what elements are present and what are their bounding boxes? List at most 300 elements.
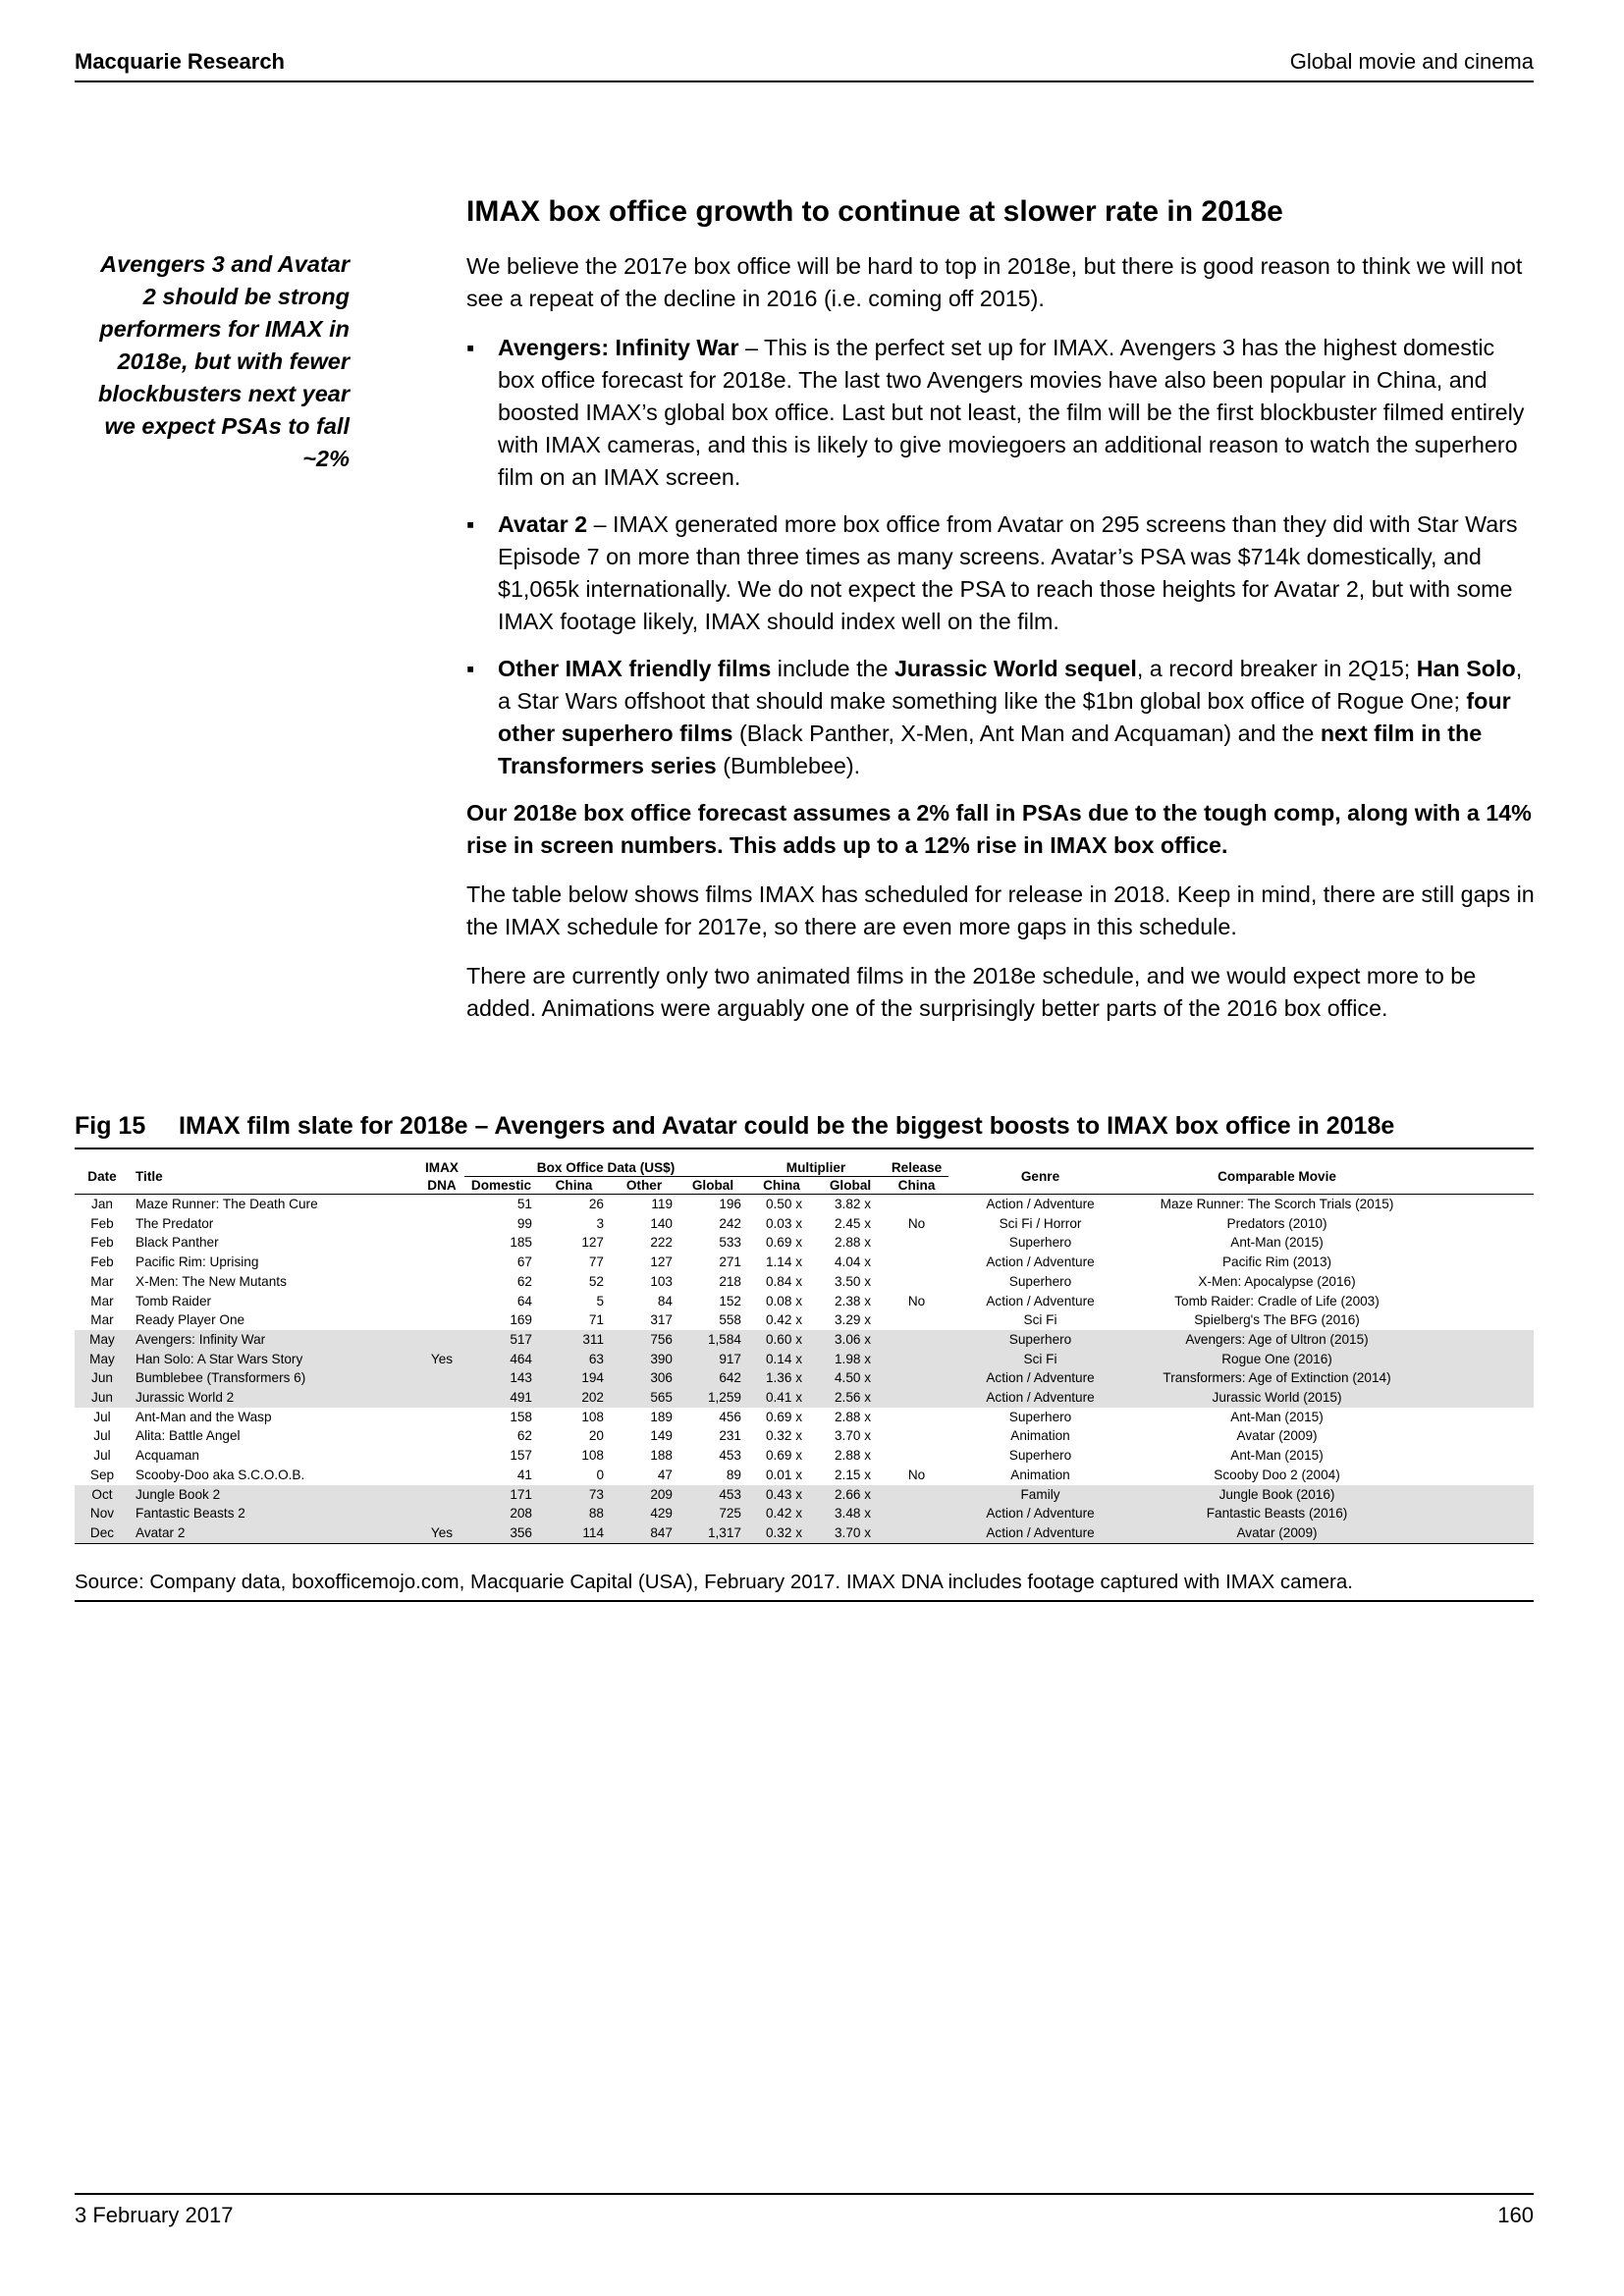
cell-comparable-movie: Scooby Doo 2 (2004) bbox=[1214, 1467, 1340, 1482]
cell-date: Jul bbox=[93, 1409, 111, 1424]
cell-date: Sep bbox=[89, 1467, 115, 1482]
bullet-other-t1: include the bbox=[771, 656, 894, 681]
row-spacer bbox=[1422, 1388, 1534, 1408]
bullet-icon: ▪ bbox=[466, 335, 475, 360]
cell-release-china bbox=[885, 1310, 948, 1330]
cell-multiplier-global: 3.29 x bbox=[834, 1312, 872, 1328]
cell-multiplier-china: 0.01 x bbox=[765, 1467, 802, 1482]
header-global: Global bbox=[678, 1177, 747, 1195]
cell-genre: Animation bbox=[1010, 1428, 1070, 1444]
cell-multiplier-global: 2.45 x bbox=[834, 1215, 872, 1231]
table-row bbox=[75, 1368, 1534, 1388]
cell-multiplier-global: 2.66 x bbox=[816, 1485, 885, 1505]
header-genre: Genre bbox=[948, 1159, 1132, 1195]
cell-comparable-movie: Tomb Raider: Cradle of Life (2003) bbox=[1174, 1293, 1380, 1308]
cell-global: 218 bbox=[719, 1273, 741, 1289]
cell-comparable-movie: Avengers: Age of Ultron (2015) bbox=[1132, 1330, 1422, 1350]
cell-imax-dna bbox=[419, 1408, 464, 1427]
cell-date: Mar bbox=[90, 1293, 114, 1308]
cell-genre: Action / Adventure bbox=[948, 1523, 1132, 1543]
cell-domestic: 62 bbox=[516, 1273, 532, 1289]
bullet-other-t4: (Black Panther, X-Men, Ant Man and Acquaman) and the bbox=[732, 721, 1321, 746]
cell-comparable-movie: Spielberg's The BFG (2016) bbox=[1194, 1312, 1360, 1328]
footer-date: 3 February 2017 bbox=[75, 2203, 234, 2227]
bullet-avatar-title: Avatar 2 bbox=[498, 511, 588, 537]
table-row bbox=[75, 1408, 1534, 1427]
cell-multiplier-china: 0.42 x bbox=[765, 1312, 802, 1328]
cell-title: Tomb Raider bbox=[135, 1293, 212, 1308]
cell-global: 917 bbox=[678, 1350, 747, 1369]
cell-genre: Superhero bbox=[948, 1330, 1132, 1350]
table-row bbox=[75, 1446, 1534, 1466]
cell-global: 1,584 bbox=[678, 1330, 747, 1350]
cell-multiplier-global: 2.38 x bbox=[834, 1293, 872, 1308]
cell-domestic: 185 bbox=[510, 1235, 532, 1251]
cell-multiplier-global: 3.82 x bbox=[834, 1197, 872, 1211]
cell-imax-dna bbox=[419, 1292, 464, 1311]
cell-comparable-movie: Ant-Man (2015) bbox=[1230, 1409, 1324, 1424]
cell-china: 73 bbox=[538, 1485, 610, 1505]
cell-comparable-movie: Ant-Man (2015) bbox=[1230, 1235, 1324, 1251]
cell-genre: Animation bbox=[1010, 1467, 1070, 1482]
cell-other: 103 bbox=[650, 1273, 673, 1289]
cell-global: 1,317 bbox=[678, 1523, 747, 1543]
cell-release-china bbox=[885, 1485, 948, 1505]
cell-date: Jun bbox=[75, 1388, 130, 1408]
cell-comparable-movie: Fantastic Beasts (2016) bbox=[1132, 1504, 1422, 1523]
cell-other: 429 bbox=[610, 1504, 678, 1523]
cell-title: Jungle Book 2 bbox=[130, 1485, 419, 1505]
cell-global: 456 bbox=[719, 1409, 741, 1424]
cell-multiplier-china: 0.43 x bbox=[747, 1485, 816, 1505]
cell-imax-dna bbox=[419, 1368, 464, 1388]
cell-imax-dna bbox=[419, 1504, 464, 1523]
cell-imax-dna bbox=[419, 1426, 464, 1446]
cell-domestic: 464 bbox=[464, 1350, 538, 1369]
cell-release-china bbox=[885, 1233, 948, 1253]
cell-genre: Superhero bbox=[1008, 1273, 1072, 1289]
row-spacer bbox=[1422, 1350, 1534, 1369]
cell-genre: Superhero bbox=[1008, 1409, 1072, 1424]
cell-imax-dna bbox=[419, 1446, 464, 1466]
cell-release-china bbox=[885, 1330, 948, 1350]
cell-genre: Sci Fi bbox=[948, 1350, 1132, 1369]
cell-genre: Superhero bbox=[1008, 1235, 1072, 1251]
cell-genre: Sci Fi bbox=[1023, 1312, 1057, 1328]
cell-domestic: 356 bbox=[464, 1523, 538, 1543]
cell-domestic: 62 bbox=[516, 1428, 532, 1444]
cell-release-china bbox=[885, 1388, 948, 1408]
cell-domestic: 157 bbox=[510, 1448, 532, 1464]
cell-release-china bbox=[885, 1368, 948, 1388]
cell-title: Ready Player One bbox=[135, 1312, 245, 1328]
cell-other: 140 bbox=[650, 1215, 673, 1231]
cell-china: 108 bbox=[581, 1448, 604, 1464]
cell-date: Oct bbox=[75, 1485, 130, 1505]
cell-global: 1,259 bbox=[678, 1388, 747, 1408]
cell-genre: Superhero bbox=[1008, 1448, 1072, 1464]
cell-other: 390 bbox=[610, 1350, 678, 1369]
cell-multiplier-global: 2.88 x bbox=[834, 1409, 872, 1424]
row-spacer bbox=[1422, 1504, 1534, 1523]
cell-date: Jul bbox=[93, 1428, 111, 1444]
cell-multiplier-china: 0.41 x bbox=[747, 1388, 816, 1408]
bullet-other-b2: Jurassic World sequel bbox=[893, 656, 1137, 681]
cell-domestic: 171 bbox=[464, 1485, 538, 1505]
cell-comparable-movie: Avatar (2009) bbox=[1236, 1428, 1318, 1444]
cell-china: 0 bbox=[596, 1467, 604, 1482]
table-row bbox=[75, 1330, 1534, 1350]
animated-paragraph: There are currently only two animated films in the 2018e schedule, and we would expect more to be added. Animations were arguably one of the surprisingly better parts of the 2016 box office. bbox=[466, 963, 1477, 1021]
cell-china: 52 bbox=[588, 1273, 604, 1289]
row-spacer bbox=[1422, 1292, 1534, 1311]
cell-domestic: 99 bbox=[516, 1215, 532, 1231]
film-slate-table bbox=[75, 1159, 1534, 1544]
table-row bbox=[75, 1292, 1534, 1311]
cell-multiplier-global: 1.98 x bbox=[816, 1350, 885, 1369]
row-spacer bbox=[1422, 1272, 1534, 1292]
cell-date: Mar bbox=[90, 1273, 114, 1289]
section-heading: IMAX box office growth to continue at slower rate in 2018e bbox=[466, 195, 1283, 228]
cell-date: Feb bbox=[90, 1235, 114, 1251]
cell-global: 453 bbox=[678, 1485, 747, 1505]
cell-release-china: No bbox=[907, 1467, 926, 1482]
cell-multiplier-global: 2.56 x bbox=[816, 1388, 885, 1408]
bullet-avengers-title: Avengers: Infinity War bbox=[498, 335, 739, 360]
cell-china: 114 bbox=[538, 1523, 610, 1543]
cell-domestic: 143 bbox=[464, 1368, 538, 1388]
cell-global: 725 bbox=[678, 1504, 747, 1523]
figure-title bbox=[75, 1110, 1534, 1149]
cell-domestic: 491 bbox=[464, 1388, 538, 1408]
cell-multiplier-global: 3.06 x bbox=[816, 1330, 885, 1350]
cell-genre: Family bbox=[948, 1485, 1132, 1505]
cell-release-china: No bbox=[907, 1215, 926, 1231]
table-intro-paragraph: The table below shows films IMAX has scheduled for release in 2018. Keep in mind, there are still gaps in the IMAX schedule for 2017e, so there are even more gaps in this schedule. bbox=[466, 881, 1535, 939]
cell-other: 84 bbox=[657, 1293, 673, 1308]
table-row bbox=[75, 1214, 1534, 1234]
cell-comparable-movie: Ant-Man (2015) bbox=[1230, 1448, 1324, 1464]
row-spacer bbox=[1422, 1368, 1534, 1388]
cell-comparable-movie: Jungle Book (2016) bbox=[1132, 1485, 1422, 1505]
bullet-avengers-text: – This is the perfect set up for IMAX. Avengers 3 has the highest domestic box office forecast for 2018e. The last two Avengers movies have also been popular in China, and boosted IMAX’s global box office. Last but not least, the film will be the first blockbuster filmed entirely with IMAX cameras, and this is likely to give moviegoers an additional reason to watch the superhero film on an IMAX screen. bbox=[498, 335, 1525, 490]
cell-multiplier-global: 2.88 x bbox=[834, 1235, 872, 1251]
cell-title: Jurassic World 2 bbox=[130, 1388, 419, 1408]
row-spacer bbox=[1422, 1233, 1534, 1253]
cell-multiplier-global: 3.70 x bbox=[816, 1523, 885, 1543]
intro-paragraph: We believe the 2017e box office will be hard to top in 2018e, but there is good reason to think we will not see a repeat of the decline in 2016 (i.e. coming off 2015). bbox=[466, 253, 1523, 311]
bullet-other-films bbox=[466, 653, 1537, 782]
table-row bbox=[75, 1310, 1534, 1330]
cell-other: 756 bbox=[610, 1330, 678, 1350]
bullet-other-b3: Han Solo bbox=[1416, 656, 1516, 681]
film-slate-table-wrapper bbox=[75, 1159, 1534, 1544]
cell-release-china bbox=[885, 1408, 948, 1427]
cell-title: Fantastic Beasts 2 bbox=[130, 1504, 419, 1523]
cell-imax-dna bbox=[419, 1214, 464, 1234]
row-spacer bbox=[1422, 1426, 1534, 1446]
table-row bbox=[75, 1426, 1534, 1446]
header-china: China bbox=[538, 1177, 610, 1195]
cell-multiplier-china: 0.69 x bbox=[765, 1448, 802, 1464]
cell-domestic: 158 bbox=[510, 1409, 532, 1424]
cell-imax-dna bbox=[419, 1388, 464, 1408]
header-title: Title bbox=[130, 1159, 419, 1195]
cell-other: 222 bbox=[650, 1235, 673, 1251]
cell-global: 89 bbox=[726, 1467, 741, 1482]
cell-title: Avatar 2 bbox=[130, 1523, 419, 1543]
cell-other: 149 bbox=[650, 1428, 673, 1444]
cell-imax-dna bbox=[419, 1466, 464, 1485]
row-spacer bbox=[1422, 1195, 1534, 1214]
cell-comparable-movie: Predators (2010) bbox=[1226, 1215, 1327, 1231]
cell-domestic: 208 bbox=[464, 1504, 538, 1523]
bullet-other-b1: Other IMAX friendly films bbox=[498, 656, 772, 681]
cell-genre: Sci Fi / Horror bbox=[999, 1215, 1082, 1231]
cell-title: Bumblebee (Transformers 6) bbox=[130, 1368, 419, 1388]
cell-title: Ant-Man and the Wasp bbox=[135, 1409, 272, 1424]
header-date: Date bbox=[75, 1159, 130, 1195]
cell-domestic: 67 bbox=[516, 1255, 532, 1270]
cell-imax-dna bbox=[419, 1485, 464, 1505]
cell-china: 20 bbox=[588, 1428, 604, 1444]
header-comparable: Comparable Movie bbox=[1132, 1159, 1422, 1195]
cell-date: Feb bbox=[90, 1255, 114, 1270]
cell-china: 71 bbox=[588, 1312, 604, 1328]
cell-multiplier-global: 3.70 x bbox=[834, 1428, 872, 1444]
cell-china: 194 bbox=[538, 1368, 610, 1388]
report-title: Global movie and cinema bbox=[1289, 49, 1534, 74]
bullet-icon: ▪ bbox=[466, 511, 475, 537]
cell-multiplier-global: 4.50 x bbox=[816, 1368, 885, 1388]
cell-multiplier-china: 0.69 x bbox=[765, 1409, 802, 1424]
cell-multiplier-china: 1.14 x bbox=[765, 1255, 802, 1270]
cell-multiplier-china: 0.03 x bbox=[765, 1215, 802, 1231]
cell-imax-dna bbox=[419, 1195, 464, 1214]
cell-release-china bbox=[885, 1195, 948, 1214]
bullet-icon: ▪ bbox=[466, 656, 475, 681]
cell-multiplier-china: 0.08 x bbox=[765, 1293, 802, 1308]
row-spacer bbox=[1422, 1466, 1534, 1485]
header-domestic: Domestic bbox=[464, 1177, 538, 1195]
cell-title: Acquaman bbox=[135, 1448, 199, 1464]
cell-comparable-movie: Jurassic World (2015) bbox=[1132, 1388, 1422, 1408]
cell-multiplier-china: 0.50 x bbox=[765, 1197, 802, 1211]
table-row bbox=[75, 1253, 1534, 1272]
cell-domestic: 64 bbox=[516, 1293, 532, 1308]
cell-title: Avengers: Infinity War bbox=[130, 1330, 419, 1350]
table-row bbox=[75, 1523, 1534, 1543]
cell-title: Alita: Battle Angel bbox=[135, 1428, 241, 1444]
table-row bbox=[75, 1504, 1534, 1523]
row-spacer bbox=[1422, 1253, 1534, 1272]
figure-number: Fig 15 bbox=[75, 1112, 146, 1140]
cell-title: Maze Runner: The Death Cure bbox=[135, 1197, 318, 1211]
cell-imax-dna: Yes bbox=[419, 1350, 464, 1369]
cell-china: 311 bbox=[538, 1330, 610, 1350]
cell-other: 306 bbox=[610, 1368, 678, 1388]
row-spacer bbox=[1422, 1330, 1534, 1350]
cell-global: 453 bbox=[719, 1448, 741, 1464]
cell-domestic: 51 bbox=[516, 1197, 532, 1211]
cell-date: Jul bbox=[93, 1448, 111, 1464]
cell-global: 533 bbox=[719, 1235, 741, 1251]
header-mult-china: China bbox=[747, 1177, 816, 1195]
cell-comparable-movie: Maze Runner: The Scorch Trials (2015) bbox=[1160, 1197, 1394, 1211]
table-row bbox=[75, 1272, 1534, 1292]
header-other: Other bbox=[610, 1177, 678, 1195]
cell-title: Scooby-Doo aka S.C.O.O.B. bbox=[135, 1467, 305, 1482]
cell-release-china bbox=[885, 1272, 948, 1292]
cell-multiplier-global: 2.88 x bbox=[834, 1448, 872, 1464]
cell-imax-dna bbox=[419, 1272, 464, 1292]
cell-title: Black Panther bbox=[135, 1235, 219, 1251]
cell-multiplier-global: 3.48 x bbox=[816, 1504, 885, 1523]
cell-global: 558 bbox=[719, 1312, 741, 1328]
cell-multiplier-global: 2.15 x bbox=[834, 1467, 872, 1482]
table-row bbox=[75, 1233, 1534, 1253]
figure-caption: IMAX film slate for 2018e – Avengers and Avatar could be the biggest boosts to IMAX box office in 2018e bbox=[179, 1112, 1395, 1140]
cell-imax-dna bbox=[419, 1330, 464, 1350]
bullet-avatar-text: – IMAX generated more box office from Avatar on 295 screens than they did with Star Wars Episode 7 on more than three times as many screens. Avatar’s PSA was $714k domestically, and $1,065k internationally. We do not expect the PSA to reach those heights for Avatar 2, but with some IMAX footage likely, IMAX should index well on the film. bbox=[498, 511, 1518, 634]
cell-release-china bbox=[885, 1426, 948, 1446]
cell-other: 847 bbox=[610, 1523, 678, 1543]
cell-china: 3 bbox=[596, 1215, 604, 1231]
cell-global: 152 bbox=[719, 1293, 741, 1308]
table-row bbox=[75, 1350, 1534, 1369]
cell-domestic: 517 bbox=[464, 1330, 538, 1350]
header-multiplier: Multiplier bbox=[747, 1159, 885, 1177]
cell-global: 196 bbox=[719, 1197, 741, 1211]
source-note: Source: Company data, boxofficemojo.com, Macquarie Capital (USA), February 2017. IMAX DNA includes footage captured with IMAX camera. bbox=[75, 1569, 1534, 1602]
cell-genre: Action / Adventure bbox=[986, 1197, 1095, 1211]
cell-release-china bbox=[885, 1523, 948, 1543]
cell-china: 5 bbox=[596, 1293, 604, 1308]
cell-china: 77 bbox=[588, 1255, 604, 1270]
page-number: 160 bbox=[1497, 2203, 1534, 2227]
cell-genre: Action / Adventure bbox=[986, 1293, 1095, 1308]
cell-genre: Action / Adventure bbox=[986, 1255, 1095, 1270]
row-spacer bbox=[1422, 1214, 1534, 1234]
row-spacer bbox=[1422, 1446, 1534, 1466]
cell-multiplier-china: 0.14 x bbox=[747, 1350, 816, 1369]
cell-release-china: No bbox=[907, 1293, 926, 1308]
cell-china: 88 bbox=[538, 1504, 610, 1523]
row-spacer bbox=[1422, 1485, 1534, 1505]
cell-other: 189 bbox=[650, 1409, 673, 1424]
cell-multiplier-global: 4.04 x bbox=[834, 1255, 872, 1270]
page-footer bbox=[75, 2193, 1534, 2230]
cell-imax-dna bbox=[419, 1253, 464, 1272]
header-release: Release bbox=[885, 1159, 948, 1177]
sidenote: Avengers 3 and Avatar 2 should be strong performers for IMAX in 2018e, but with fewer blockbusters next year we expect PSAs to fall ~2% bbox=[98, 251, 350, 471]
row-spacer bbox=[1422, 1523, 1534, 1543]
cell-other: 565 bbox=[610, 1388, 678, 1408]
cell-domestic: 169 bbox=[510, 1312, 532, 1328]
cell-date: Feb bbox=[90, 1215, 114, 1231]
cell-comparable-movie: X-Men: Apocalypse (2016) bbox=[1198, 1273, 1356, 1289]
row-spacer bbox=[1422, 1408, 1534, 1427]
cell-title: Pacific Rim: Uprising bbox=[135, 1255, 259, 1270]
row-spacer bbox=[1422, 1310, 1534, 1330]
cell-global: 242 bbox=[719, 1215, 741, 1231]
cell-date: May bbox=[75, 1350, 130, 1369]
cell-other: 47 bbox=[657, 1467, 673, 1482]
bullet-other-t3: , a Star Wars offshoot that should make something like the $1bn global box office of Rogue One; bbox=[498, 656, 1523, 714]
cell-comparable-movie: Rogue One (2016) bbox=[1132, 1350, 1422, 1369]
cell-multiplier-global: 3.50 x bbox=[834, 1273, 872, 1289]
cell-date: Mar bbox=[90, 1312, 114, 1328]
header-dna: DNA bbox=[419, 1177, 464, 1195]
cell-release-china bbox=[885, 1253, 948, 1272]
cell-genre: Action / Adventure bbox=[948, 1504, 1132, 1523]
cell-other: 209 bbox=[610, 1485, 678, 1505]
cell-china: 108 bbox=[581, 1409, 604, 1424]
cell-genre: Action / Adventure bbox=[948, 1368, 1132, 1388]
bullet-avatar bbox=[466, 508, 1537, 638]
cell-release-china bbox=[885, 1504, 948, 1523]
cell-multiplier-china: 0.32 x bbox=[765, 1428, 802, 1444]
cell-multiplier-china: 0.84 x bbox=[765, 1273, 802, 1289]
cell-other: 188 bbox=[650, 1448, 673, 1464]
cell-date: Nov bbox=[75, 1504, 130, 1523]
cell-china: 26 bbox=[588, 1197, 604, 1211]
cell-release-china bbox=[885, 1446, 948, 1466]
bullet-avengers bbox=[466, 332, 1537, 494]
cell-global: 231 bbox=[719, 1428, 741, 1444]
table-row bbox=[75, 1466, 1534, 1485]
bullet-other-t5: (Bumblebee). bbox=[716, 753, 861, 778]
cell-imax-dna bbox=[419, 1233, 464, 1253]
bullet-list bbox=[466, 332, 1537, 782]
cell-date: Jun bbox=[75, 1368, 130, 1388]
table-row bbox=[75, 1195, 1534, 1214]
table-row bbox=[75, 1388, 1534, 1408]
cell-other: 127 bbox=[650, 1255, 673, 1270]
cell-china: 202 bbox=[538, 1388, 610, 1408]
cell-title: X-Men: The New Mutants bbox=[135, 1273, 287, 1289]
cell-multiplier-china: 0.42 x bbox=[747, 1504, 816, 1523]
cell-date: Dec bbox=[75, 1523, 130, 1543]
cell-multiplier-china: 0.69 x bbox=[765, 1235, 802, 1251]
cell-title: Han Solo: A Star Wars Story bbox=[130, 1350, 419, 1369]
table-row bbox=[75, 1485, 1534, 1505]
cell-imax-dna bbox=[419, 1310, 464, 1330]
cell-date: May bbox=[75, 1330, 130, 1350]
cell-title: The Predator bbox=[135, 1215, 214, 1231]
publisher-name: Macquarie Research bbox=[75, 49, 285, 74]
bullet-other-b4: four other superhero films bbox=[498, 688, 1511, 746]
cell-date: Jan bbox=[91, 1197, 113, 1211]
header-release-china: China bbox=[885, 1177, 948, 1195]
cell-genre: Action / Adventure bbox=[948, 1388, 1132, 1408]
cell-other: 317 bbox=[650, 1312, 673, 1328]
cell-comparable-movie: Transformers: Age of Extinction (2014) bbox=[1132, 1368, 1422, 1388]
header-mult-global: Global bbox=[816, 1177, 885, 1195]
bullet-other-t2: , a record breaker in 2Q15; bbox=[1136, 656, 1417, 681]
cell-multiplier-china: 0.32 x bbox=[747, 1523, 816, 1543]
cell-imax-dna: Yes bbox=[419, 1523, 464, 1543]
forecast-paragraph: Our 2018e box office forecast assumes a 2% fall in PSAs due to the tough comp, along with a 14% rise in screen numbers. This adds up to a 12% rise in IMAX box office. bbox=[466, 800, 1532, 858]
cell-global: 642 bbox=[678, 1368, 747, 1388]
header-box-office: Box Office Data (US$) bbox=[464, 1159, 747, 1177]
cell-other: 119 bbox=[651, 1197, 673, 1211]
cell-domestic: 41 bbox=[516, 1467, 532, 1482]
cell-china: 63 bbox=[538, 1350, 610, 1369]
cell-comparable-movie: Pacific Rim (2013) bbox=[1221, 1255, 1332, 1270]
header-imax: IMAX bbox=[425, 1160, 459, 1176]
cell-china: 127 bbox=[581, 1235, 604, 1251]
